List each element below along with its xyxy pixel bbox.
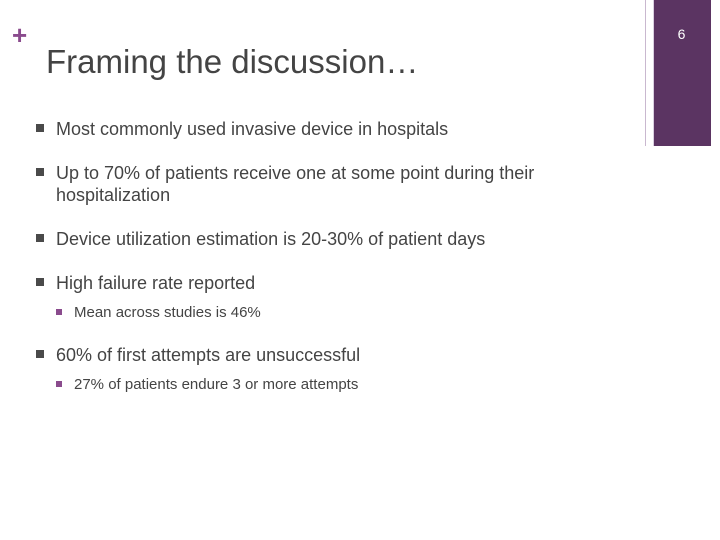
square-bullet-icon <box>56 381 62 387</box>
square-bullet-icon <box>36 350 44 358</box>
accent-bar <box>653 0 711 146</box>
bullet-item <box>36 272 636 294</box>
square-bullet-icon <box>36 278 44 286</box>
bullet-list <box>36 118 636 394</box>
accent-divider <box>645 0 646 146</box>
page-number: 6 <box>677 26 686 42</box>
bullet-text: High failure rate reported <box>56 273 256 293</box>
bullet-item <box>36 118 636 140</box>
sub-bullet-item <box>56 376 636 394</box>
bullet-text: 60% of first attempts are unsuccessful <box>56 345 361 365</box>
square-bullet-icon <box>36 168 44 176</box>
bullet-item <box>36 228 636 250</box>
sub-bullet-item <box>56 304 636 322</box>
square-bullet-icon <box>36 124 44 132</box>
plus-icon: + <box>12 20 28 50</box>
square-bullet-icon <box>36 234 44 242</box>
square-bullet-icon <box>56 309 62 315</box>
bullet-text: Up to 70% of patients receive one at some point during their hospitalization <box>56 163 535 205</box>
slide-title: Framing the discussion… <box>46 43 419 80</box>
bullet-text: Most commonly used invasive device in hospitals <box>56 119 449 139</box>
bullet-text: Device utilization estimation is 20-30% of patient days <box>56 229 486 249</box>
bullet-item <box>36 162 636 206</box>
bullet-item <box>36 344 636 366</box>
sub-bullet-text: 27% of patients endure 3 or more attempts <box>74 376 359 393</box>
sub-bullet-text: Mean across studies is 46% <box>74 304 261 321</box>
